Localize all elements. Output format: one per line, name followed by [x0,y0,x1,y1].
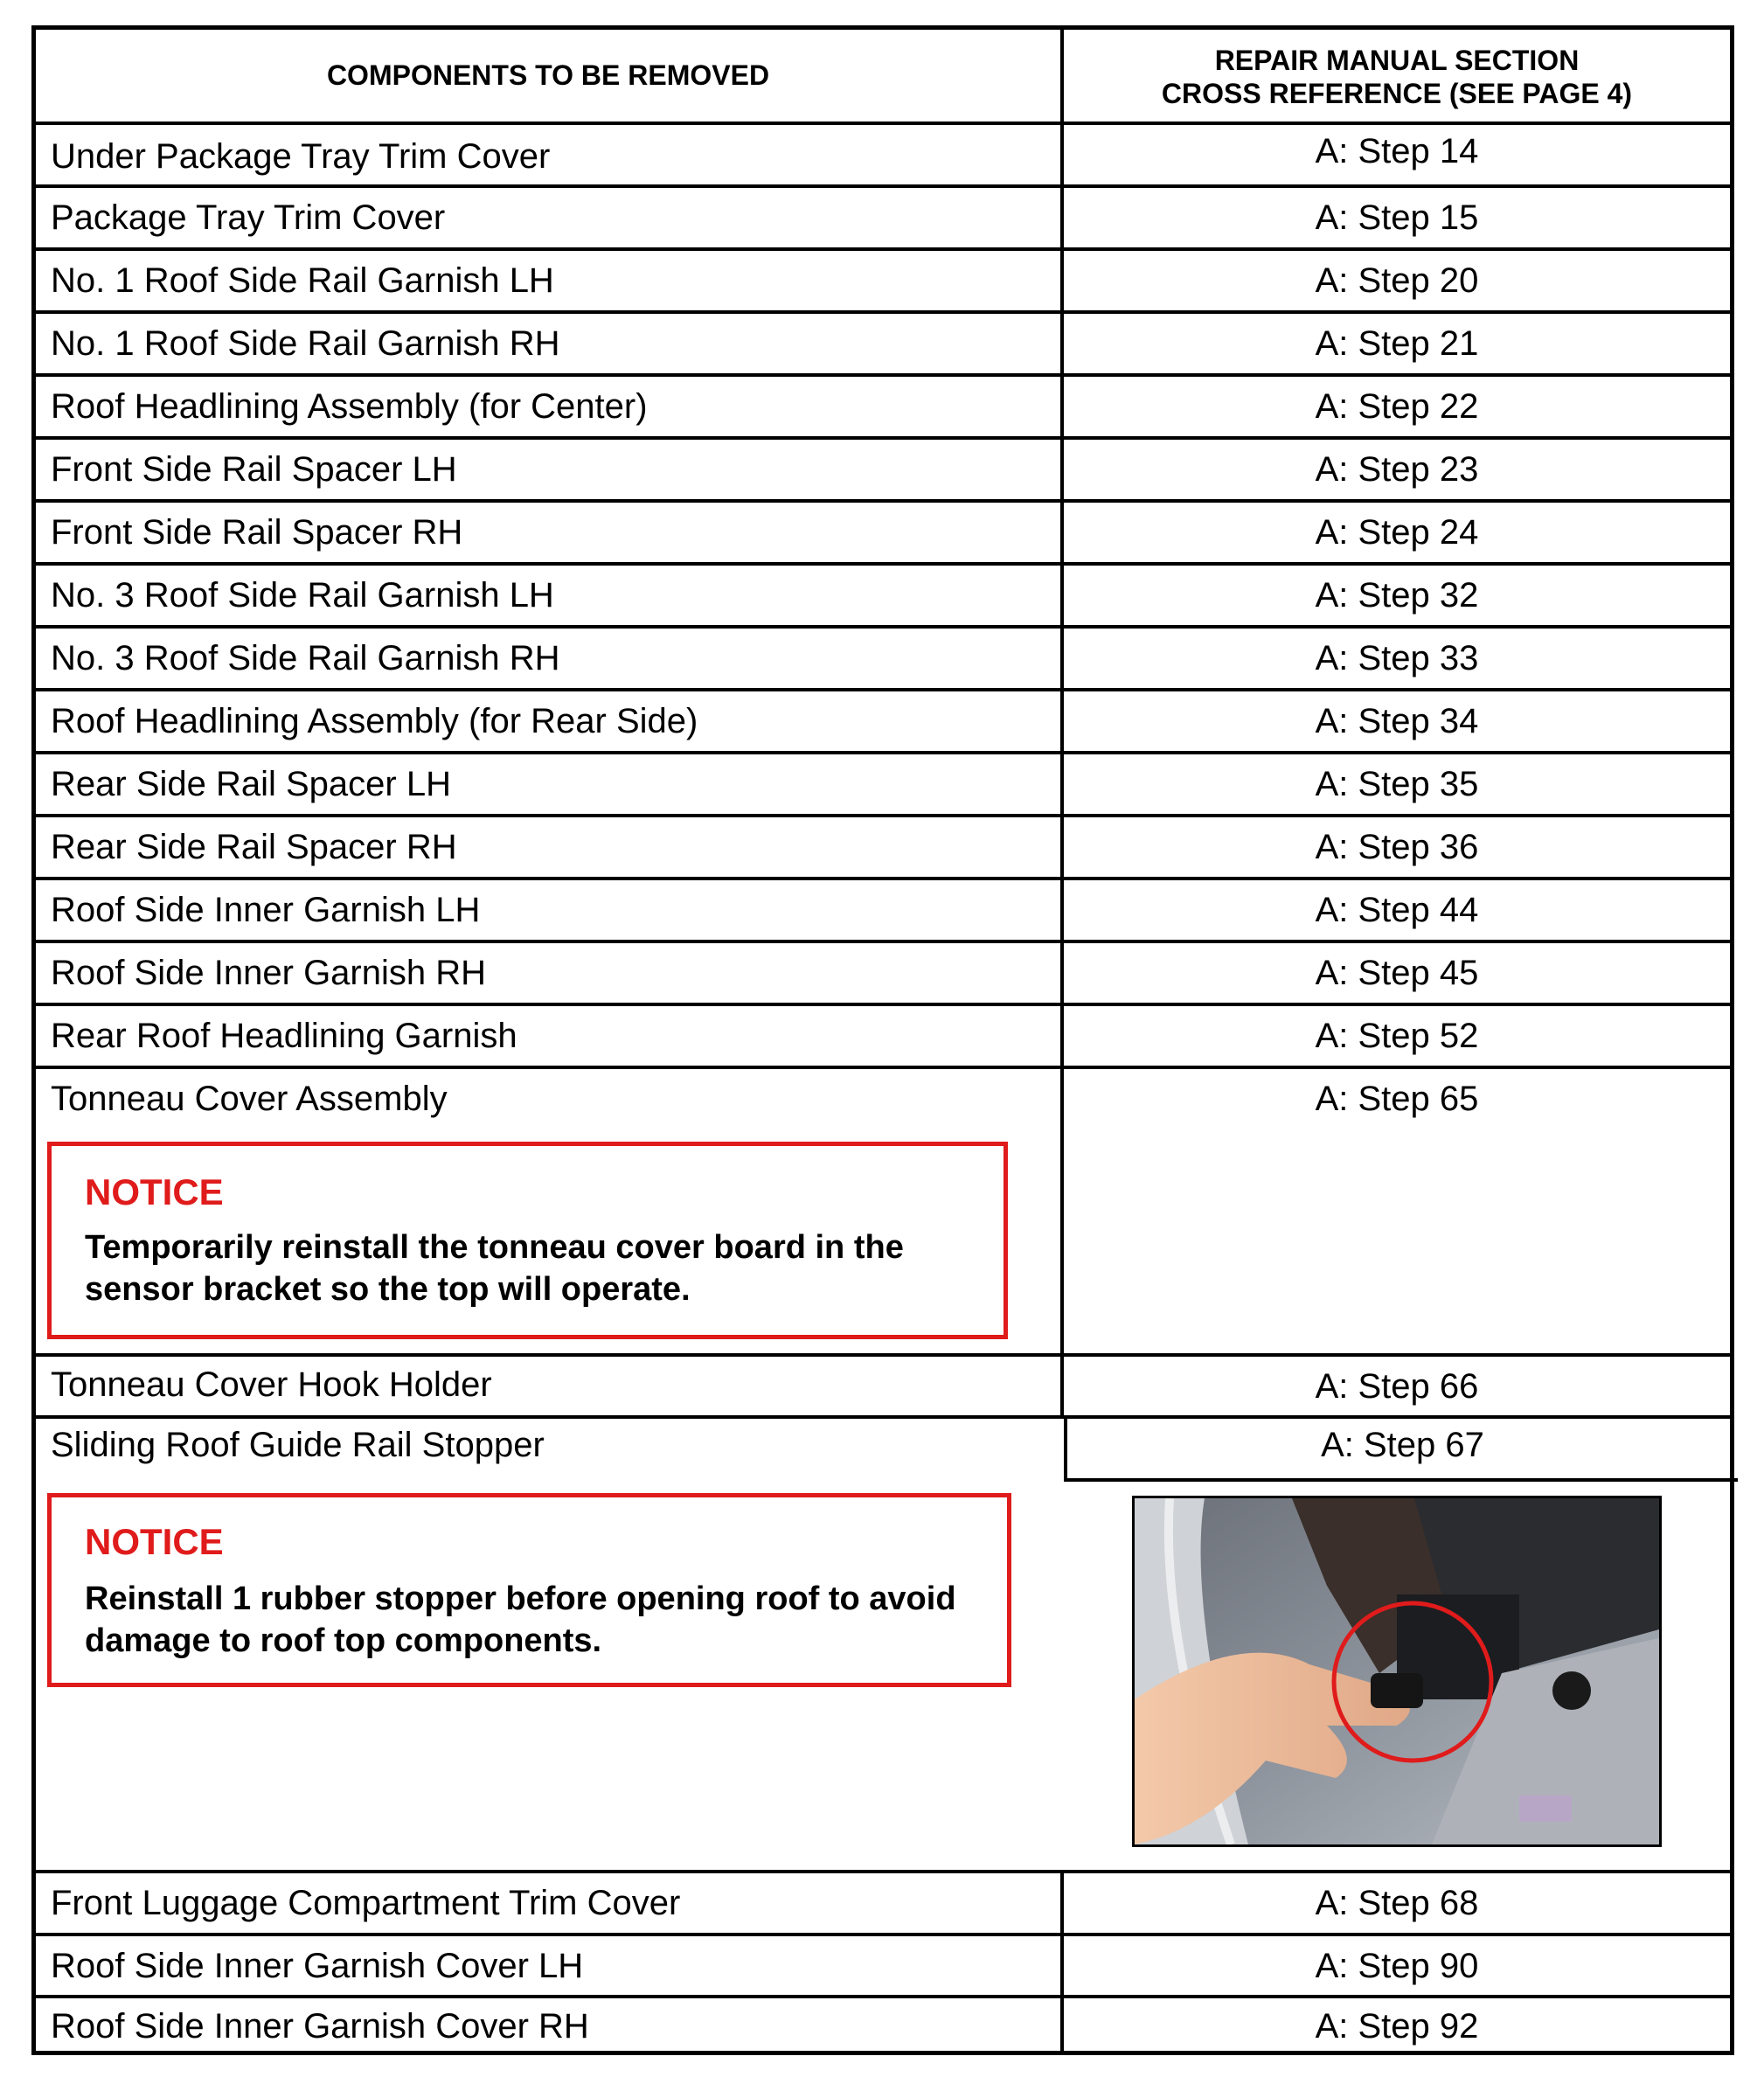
reference-cell [1064,754,1730,814]
table-row [36,751,1730,814]
component-name: Package Tray Trim Cover [51,198,446,237]
reference-step: A: Step 24 [1315,513,1479,552]
reference-step: A: Step 52 [1315,1017,1479,1055]
reference-step: A: Step 65 [1315,1080,1479,1118]
component-cell [36,1873,1064,1933]
table-row [36,1353,1730,1415]
reference-cell [1064,1998,1730,2051]
component-cell [36,251,1064,310]
table-row [36,310,1730,373]
table-row [36,688,1730,751]
table-row [36,1995,1730,2051]
component-cell [36,1006,1064,1066]
rubber-stopper-photo [1132,1496,1662,1847]
component-name: Front Side Rail Spacer LH [51,450,457,489]
reference-cell [1064,1936,1730,1995]
component-name: Rear Roof Headlining Garnish [51,1017,517,1055]
component-cell [36,314,1064,373]
notice-title: NOTICE [85,1521,224,1562]
reference-step: A: Step 36 [1315,828,1479,866]
component-cell [36,566,1064,625]
component-name: Roof Side Inner Garnish RH [51,954,487,992]
header-reference-cell [1064,30,1730,122]
notice-body: Reinstall 1 rubber stopper before opening roof to avoid damage to roof top components. [85,1580,956,1659]
component-cell [36,817,1064,877]
reference-cell [1064,691,1730,751]
component-cell [36,503,1064,562]
component-name: No. 3 Roof Side Rail Garnish LH [51,576,554,615]
reference-step: A: Step 90 [1315,1947,1479,1985]
components-table [31,25,1734,2055]
table-row [36,373,1730,436]
component-name: Under Package Tray Trim Cover [51,137,551,176]
reference-step: A: Step 15 [1315,198,1479,237]
reference-step: A: Step 45 [1315,954,1479,992]
reference-cell [1064,251,1730,310]
table-row [36,877,1730,940]
component-cell [36,943,1064,1003]
component-cell [36,754,1064,814]
reference-step: A: Step 68 [1315,1884,1479,1922]
component-cell [36,629,1064,688]
component-name: Sliding Roof Guide Rail Stopper [51,1426,545,1464]
component-cell [36,377,1064,436]
reference-step: A: Step 66 [1315,1367,1479,1406]
component-name: Rear Side Rail Spacer RH [51,828,457,866]
component-name: No. 1 Roof Side Rail Garnish RH [51,324,560,363]
header-components-label: COMPONENTS TO BE REMOVED [326,59,770,91]
reference-cell [1064,125,1730,184]
header-reference-line1: REPAIR MANUAL SECTION [1214,45,1580,76]
table-row [36,940,1730,1003]
notice-body: Temporarily reinstall the tonneau cover board in the sensor bracket so the top will operate. [85,1229,904,1308]
notice-title: NOTICE [85,1171,224,1212]
reference-cell [1064,188,1730,247]
component-cell [36,1419,1064,1482]
component-name: Roof Headlining Assembly (for Rear Side) [51,702,698,740]
reference-step: A: Step 21 [1315,324,1479,363]
table-row [36,122,1730,184]
reference-cell [1064,1415,1738,1482]
reference-cell [1064,566,1730,625]
reference-cell [1064,1006,1730,1066]
reference-step: A: Step 35 [1315,765,1479,803]
table-row [36,184,1730,247]
reference-step: A: Step 33 [1315,639,1479,677]
header-reference-line2: CROSS REFERENCE (SEE PAGE 4) [1161,78,1633,109]
reference-cell [1064,377,1730,436]
table-row [36,436,1730,499]
component-name: Roof Side Inner Garnish Cover RH [51,2007,589,2046]
notice-box [47,1142,1008,1339]
component-cell [36,1998,1064,2051]
table-row [36,1415,1730,1870]
table-header-row [36,30,1730,122]
component-name: Tonneau Cover Hook Holder [51,1365,492,1404]
reference-cell [1064,440,1730,499]
reference-cell [1064,1873,1730,1933]
photo-illustration [1135,1498,1659,1844]
table-row [36,625,1730,688]
component-cell [36,1357,1064,1415]
header-components-cell [36,30,1064,122]
reference-step: A: Step 23 [1315,450,1479,489]
component-cell [36,188,1064,247]
reference-step: A: Step 34 [1315,702,1479,740]
table-row [36,247,1730,310]
component-cell [36,125,1064,184]
component-name: No. 3 Roof Side Rail Garnish RH [51,639,560,677]
reference-cell [1064,503,1730,562]
reference-cell [1064,314,1730,373]
component-name: No. 1 Roof Side Rail Garnish LH [51,261,554,300]
reference-cell [1064,629,1730,688]
table-row [36,1933,1730,1995]
reference-cell [1064,1069,1730,1353]
reference-step: A: Step 92 [1315,2007,1479,2046]
table-row [36,1066,1730,1353]
reference-step: A: Step 32 [1315,576,1479,615]
table-row [36,562,1730,625]
reference-step: A: Step 67 [1321,1426,1484,1464]
reference-cell [1064,943,1730,1003]
component-cell [36,1936,1064,1995]
reference-step: A: Step 22 [1315,387,1479,426]
reference-step: A: Step 44 [1315,891,1479,929]
reference-step: A: Step 14 [1315,132,1479,170]
component-cell [36,691,1064,751]
table-row [36,1003,1730,1066]
component-name: Rear Side Rail Spacer LH [51,765,451,803]
component-name: Tonneau Cover Assembly [51,1080,448,1118]
notice-box [47,1493,1011,1687]
component-name: Front Side Rail Spacer RH [51,513,463,552]
reference-cell [1064,817,1730,877]
component-name: Roof Side Inner Garnish Cover LH [51,1947,584,1985]
table-row [36,814,1730,877]
reference-cell [1064,1357,1730,1415]
component-name: Roof Side Inner Garnish LH [51,891,481,929]
component-cell [36,880,1064,940]
component-cell [36,1069,1064,1353]
table-row [36,1870,1730,1933]
component-name: Front Luggage Compartment Trim Cover [51,1884,681,1922]
component-cell [36,440,1064,499]
reference-step: A: Step 20 [1315,261,1479,300]
table-row [36,499,1730,562]
component-name: Roof Headlining Assembly (for Center) [51,387,648,426]
reference-cell [1064,880,1730,940]
